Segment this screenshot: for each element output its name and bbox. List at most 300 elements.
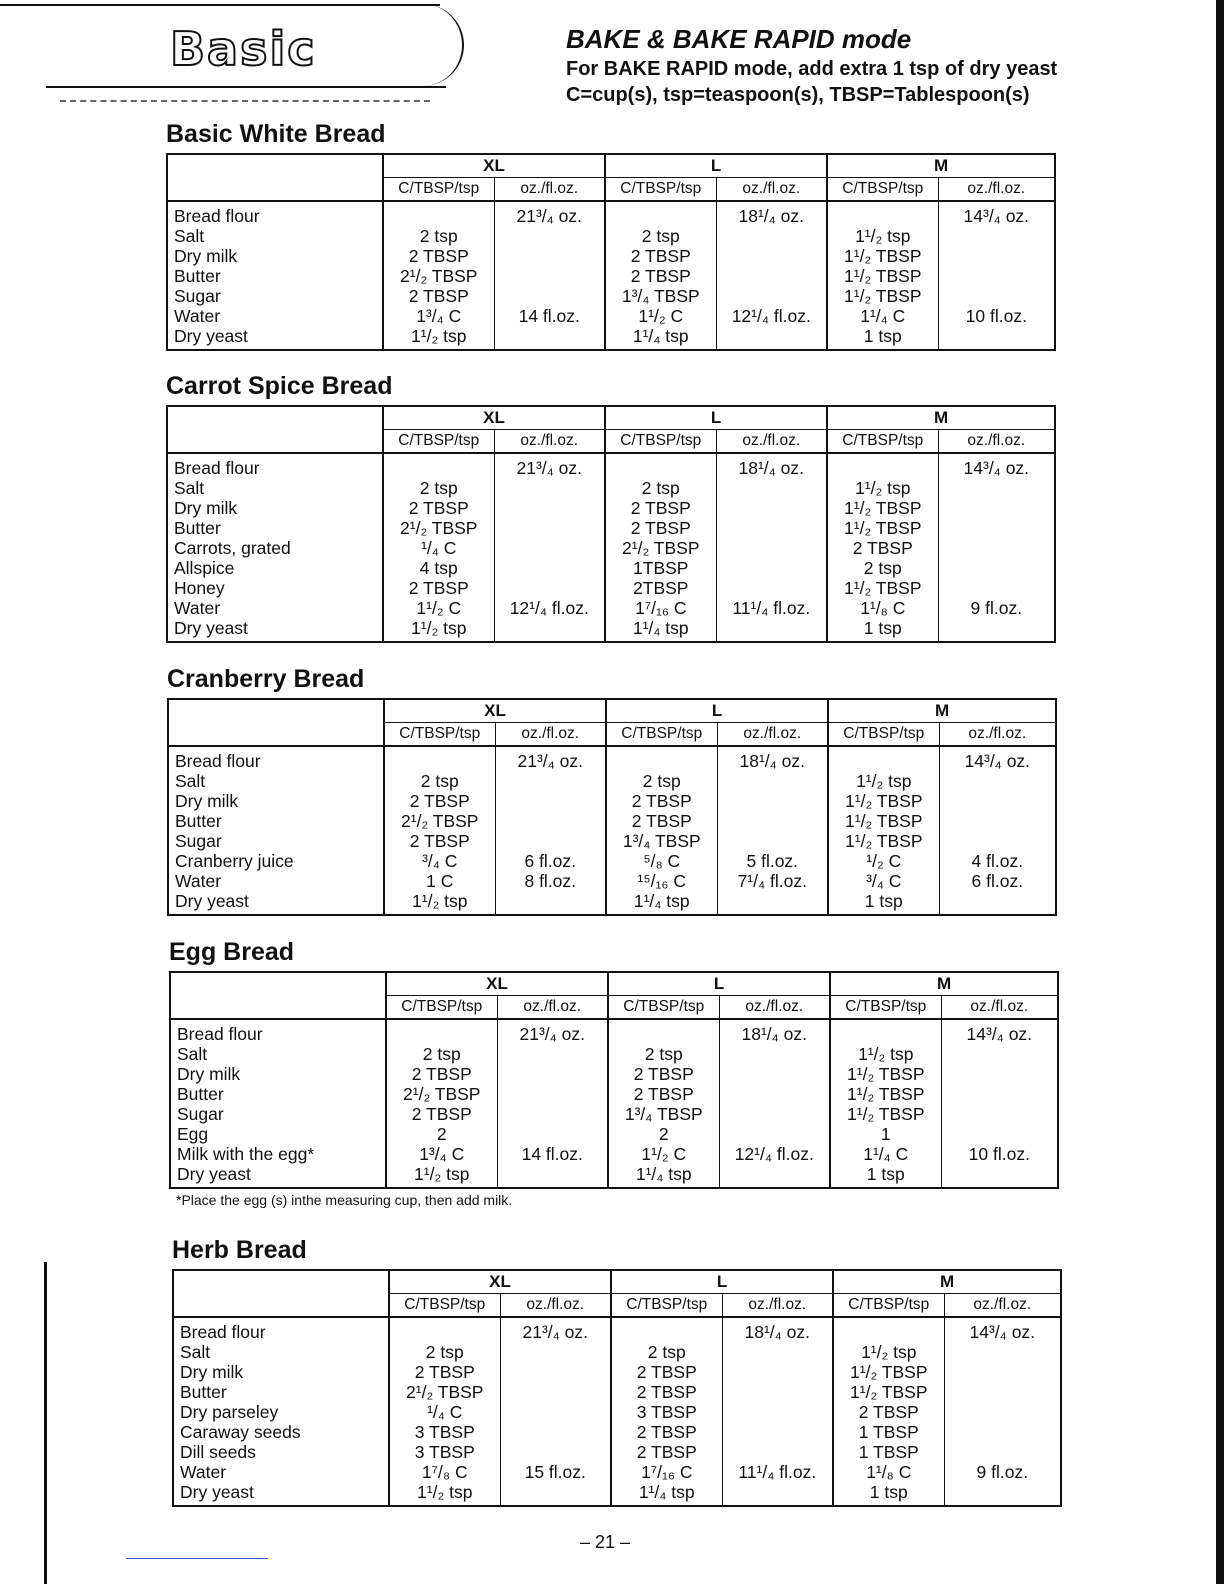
ingredient-name: Dry yeast	[173, 1482, 389, 1506]
size-header: M	[830, 972, 1058, 996]
amount-cell: 2 TBSP	[386, 1064, 497, 1084]
amount-cell: ¹/₄ C	[389, 1402, 500, 1422]
amount-cell: 1¹/₂ tsp	[383, 326, 494, 350]
amount-cell	[383, 453, 494, 478]
amount-cell: 18¹/₄ oz.	[719, 1019, 830, 1044]
amount-cell: 2 TBSP	[384, 791, 495, 811]
amount-cell: 2 TBSP	[606, 811, 717, 831]
unit-legend: C=cup(s), tsp=teaspoon(s), TBSP=Tablespoon(s)	[566, 84, 1030, 106]
amount-cell	[497, 1064, 608, 1084]
amount-cell: 1¹/₂ TBSP	[830, 1104, 941, 1124]
amount-cell: 2 tsp	[386, 1044, 497, 1064]
ingredient-table	[166, 153, 1056, 351]
amount-cell: 1¹/₄ tsp	[606, 891, 717, 915]
amount-cell	[611, 1317, 722, 1342]
amount-cell	[938, 618, 1055, 642]
amount-cell: 21³/₄ oz.	[494, 453, 605, 478]
amount-cell	[722, 1482, 833, 1506]
unit-weight-header: oz./fl.oz.	[719, 996, 830, 1020]
unit-weight-header: oz./fl.oz.	[938, 178, 1055, 202]
unit-measure-header: C/TBSP/tsp	[827, 430, 938, 454]
amount-cell	[500, 1402, 611, 1422]
amount-cell	[716, 478, 827, 498]
amount-cell: 2 TBSP	[383, 246, 494, 266]
amount-cell: 2 TBSP	[611, 1422, 722, 1442]
table-row	[167, 618, 1055, 642]
table-row	[173, 1442, 1061, 1462]
amount-cell: 11¹/₄ fl.oz.	[722, 1462, 833, 1482]
table-row	[168, 871, 1056, 891]
ingredient-column-header	[170, 972, 386, 1019]
table-row	[167, 518, 1055, 538]
amount-cell: 2¹/₂ TBSP	[383, 518, 494, 538]
amount-cell	[944, 1342, 1061, 1362]
table-row	[168, 811, 1056, 831]
amount-cell: 1 tsp	[827, 618, 938, 642]
amount-cell: 1¹/₂ TBSP	[827, 286, 938, 306]
amount-cell: 1¹/₂ tsp	[827, 226, 938, 246]
table-row	[167, 306, 1055, 326]
amount-cell: ⁵/₈ C	[606, 851, 717, 871]
unit-weight-header: oz./fl.oz.	[500, 1294, 611, 1318]
amount-cell	[500, 1442, 611, 1462]
amount-cell: 1¹/₄ C	[827, 306, 938, 326]
table-row	[167, 538, 1055, 558]
amount-cell: 1⁷/₁₆ C	[605, 598, 716, 618]
amount-cell	[941, 1104, 1058, 1124]
amount-cell: 18¹/₄ oz.	[716, 201, 827, 226]
table-row	[167, 478, 1055, 498]
amount-cell	[719, 1124, 830, 1144]
ingredient-column-header	[167, 154, 383, 201]
size-header: M	[827, 406, 1055, 430]
amount-cell	[944, 1422, 1061, 1442]
table-row	[170, 1164, 1058, 1188]
unit-weight-header: oz./fl.oz.	[941, 996, 1058, 1020]
amount-cell	[494, 266, 605, 286]
margin-rule	[44, 1262, 47, 1584]
unit-weight-header: oz./fl.oz.	[494, 430, 605, 454]
unit-measure-header: C/TBSP/tsp	[608, 996, 719, 1020]
amount-cell: 18¹/₄ oz.	[716, 453, 827, 478]
amount-cell: 2 TBSP	[611, 1362, 722, 1382]
amount-cell	[497, 1044, 608, 1064]
amount-cell: 1¹/₂ tsp	[386, 1164, 497, 1188]
amount-cell	[500, 1382, 611, 1402]
amount-cell	[716, 578, 827, 598]
amount-cell: 6 fl.oz.	[495, 851, 606, 871]
recipe-herb	[172, 1236, 1062, 1507]
amount-cell: 7¹/₄ fl.oz.	[717, 871, 828, 891]
table-row	[168, 791, 1056, 811]
amount-cell	[938, 558, 1055, 578]
size-header: L	[608, 972, 830, 996]
amount-cell: 2¹/₂ TBSP	[383, 266, 494, 286]
amount-cell	[944, 1362, 1061, 1382]
amount-cell	[495, 831, 606, 851]
amount-cell: 2 TBSP	[833, 1402, 944, 1422]
amount-cell	[495, 791, 606, 811]
amount-cell	[717, 771, 828, 791]
amount-cell: 1¹/₂ TBSP	[827, 498, 938, 518]
ingredient-column-header	[167, 406, 383, 453]
amount-cell: 1¹/₂ C	[383, 598, 494, 618]
ingredient-name: Dry yeast	[167, 618, 383, 642]
amount-cell: 6 fl.oz.	[939, 871, 1056, 891]
amount-cell	[717, 891, 828, 915]
table-row	[173, 1402, 1061, 1422]
amount-cell: 2 TBSP	[608, 1084, 719, 1104]
ingredient-name: Water	[168, 871, 384, 891]
unit-measure-header: C/TBSP/tsp	[828, 723, 939, 747]
amount-cell: ³/₄ C	[384, 851, 495, 871]
amount-cell	[941, 1044, 1058, 1064]
table-row	[173, 1422, 1061, 1442]
amount-cell	[833, 1317, 944, 1342]
ingredient-name: Dry yeast	[168, 891, 384, 915]
ingredient-name: Dry milk	[170, 1064, 386, 1084]
amount-cell: 2 tsp	[383, 478, 494, 498]
size-header: L	[606, 699, 828, 723]
amount-cell: 2	[608, 1124, 719, 1144]
amount-cell: 2 TBSP	[605, 246, 716, 266]
amount-cell	[938, 246, 1055, 266]
amount-cell: 1¹/₂ tsp	[828, 771, 939, 791]
amount-cell	[716, 226, 827, 246]
amount-cell	[719, 1044, 830, 1064]
ingredient-name: Dry milk	[167, 498, 383, 518]
table-row	[167, 326, 1055, 350]
ingredient-name: Water	[167, 306, 383, 326]
amount-cell	[944, 1402, 1061, 1422]
ingredient-name: Salt	[167, 478, 383, 498]
ingredient-name: Dry yeast	[167, 326, 383, 350]
amount-cell	[495, 811, 606, 831]
table-row	[167, 453, 1055, 478]
recipe-carrot-spice	[166, 372, 1056, 643]
unit-measure-header: C/TBSP/tsp	[611, 1294, 722, 1318]
amount-cell: 14³/₄ oz.	[939, 746, 1056, 771]
amount-cell: 2 TBSP	[827, 538, 938, 558]
amount-cell: 2 TBSP	[605, 498, 716, 518]
table-row	[173, 1342, 1061, 1362]
table-row	[170, 1064, 1058, 1084]
ingredient-name: Dill seeds	[173, 1442, 389, 1462]
amount-cell	[608, 1019, 719, 1044]
amount-cell: 2 TBSP	[389, 1362, 500, 1382]
amount-cell	[717, 791, 828, 811]
amount-cell: 1¹/₂ TBSP	[828, 811, 939, 831]
size-header: XL	[386, 972, 608, 996]
amount-cell: 1¹/₂ tsp	[389, 1482, 500, 1506]
amount-cell: 2 TBSP	[383, 578, 494, 598]
amount-cell: 2	[386, 1124, 497, 1144]
unit-measure-header: C/TBSP/tsp	[389, 1294, 500, 1318]
ingredient-name: Egg	[170, 1124, 386, 1144]
mode-title: BAKE & BAKE RAPID mode	[566, 24, 912, 54]
amount-cell	[938, 498, 1055, 518]
amount-cell: 5 fl.oz.	[717, 851, 828, 871]
amount-cell: 2 TBSP	[611, 1382, 722, 1402]
unit-measure-header: C/TBSP/tsp	[383, 430, 494, 454]
amount-cell: 2 tsp	[605, 226, 716, 246]
amount-cell: 15 fl.oz.	[500, 1462, 611, 1482]
amount-cell: 1¹/₈ C	[827, 598, 938, 618]
amount-cell: 1¹/₂ TBSP	[827, 578, 938, 598]
amount-cell	[716, 518, 827, 538]
amount-cell	[722, 1442, 833, 1462]
amount-cell: 1 tsp	[828, 891, 939, 915]
amount-cell	[941, 1084, 1058, 1104]
amount-cell: 2 tsp	[384, 771, 495, 791]
amount-cell: 2 tsp	[606, 771, 717, 791]
amount-cell	[606, 746, 717, 771]
size-header: M	[827, 154, 1055, 178]
amount-cell	[716, 266, 827, 286]
ingredient-name: Sugar	[167, 286, 383, 306]
amount-cell: 9 fl.oz.	[938, 598, 1055, 618]
amount-cell	[827, 453, 938, 478]
table-row	[167, 201, 1055, 226]
amount-cell	[941, 1064, 1058, 1084]
table-row	[167, 598, 1055, 618]
ingredient-name: Salt	[173, 1342, 389, 1362]
amount-cell: 1¹/₂ TBSP	[827, 518, 938, 538]
ingredient-name: Bread flour	[173, 1317, 389, 1342]
amount-cell: 1¹/₂ TBSP	[827, 266, 938, 286]
table-row	[167, 558, 1055, 578]
amount-cell	[500, 1362, 611, 1382]
amount-cell: 14³/₄ oz.	[944, 1317, 1061, 1342]
ingredient-table	[166, 405, 1056, 643]
ingredient-name: Dry parseley	[173, 1402, 389, 1422]
amount-cell: 2 TBSP	[386, 1104, 497, 1124]
amount-cell: 1¹/₂ tsp	[827, 478, 938, 498]
unit-measure-header: C/TBSP/tsp	[606, 723, 717, 747]
amount-cell: 1 TBSP	[833, 1442, 944, 1462]
amount-cell	[938, 518, 1055, 538]
header-dashed-rule	[60, 100, 430, 102]
amount-cell: 1	[830, 1124, 941, 1144]
amount-cell	[939, 811, 1056, 831]
unit-measure-header: C/TBSP/tsp	[830, 996, 941, 1020]
amount-cell	[719, 1164, 830, 1188]
amount-cell: 2¹/₂ TBSP	[605, 538, 716, 558]
amount-cell: 1¹/₄ tsp	[605, 618, 716, 642]
table-row	[168, 746, 1056, 771]
ingredient-name: Butter	[173, 1382, 389, 1402]
table-row	[168, 851, 1056, 871]
amount-cell: 2 tsp	[605, 478, 716, 498]
amount-cell	[605, 453, 716, 478]
amount-cell: 1 TBSP	[833, 1422, 944, 1442]
amount-cell: 1¹/₂ TBSP	[830, 1084, 941, 1104]
amount-cell: 1¹/₂ TBSP	[833, 1382, 944, 1402]
amount-cell	[716, 246, 827, 266]
amount-cell: ¹/₄ C	[383, 538, 494, 558]
amount-cell	[494, 226, 605, 246]
recipe-title: Carrot Spice Bread	[166, 372, 393, 400]
table-row	[170, 1084, 1058, 1104]
amount-cell	[495, 771, 606, 791]
ingredient-table	[167, 698, 1057, 916]
amount-cell: 1³/₄ C	[383, 306, 494, 326]
table-row	[173, 1382, 1061, 1402]
table-row	[170, 1104, 1058, 1124]
amount-cell	[716, 618, 827, 642]
amount-cell	[828, 746, 939, 771]
recipe-cranberry	[167, 665, 1057, 916]
recipe-egg	[169, 938, 1059, 1189]
table-row	[167, 266, 1055, 286]
amount-cell: 2 TBSP	[611, 1442, 722, 1462]
recipe-title: Basic White Bread	[166, 120, 386, 148]
table-row	[170, 1019, 1058, 1044]
ingredient-name: Caraway seeds	[173, 1422, 389, 1442]
amount-cell: 1¹/₂ TBSP	[827, 246, 938, 266]
recipe-title: Herb Bread	[172, 1236, 307, 1264]
amount-cell	[384, 746, 495, 771]
size-header: XL	[383, 154, 605, 178]
amount-cell: 2 tsp	[611, 1342, 722, 1362]
amount-cell: 2 TBSP	[605, 266, 716, 286]
unit-weight-header: oz./fl.oz.	[722, 1294, 833, 1318]
unit-weight-header: oz./fl.oz.	[497, 996, 608, 1020]
amount-cell	[716, 538, 827, 558]
ingredient-name: Honey	[167, 578, 383, 598]
amount-cell: 1¹/₂ tsp	[833, 1342, 944, 1362]
ingredient-name: Butter	[167, 518, 383, 538]
ingredient-name: Water	[173, 1462, 389, 1482]
ingredient-name: Bread flour	[167, 201, 383, 226]
amount-cell	[938, 478, 1055, 498]
amount-cell	[494, 498, 605, 518]
amount-cell: 1¹/₂ tsp	[384, 891, 495, 915]
unit-measure-header: C/TBSP/tsp	[827, 178, 938, 202]
ingredient-name: Carrots, grated	[167, 538, 383, 558]
amount-cell: 9 fl.oz.	[944, 1462, 1061, 1482]
amount-cell: 2 tsp	[608, 1044, 719, 1064]
amount-cell	[494, 578, 605, 598]
amount-cell	[716, 498, 827, 518]
page-edge-rule	[1216, 0, 1224, 1584]
amount-cell	[389, 1317, 500, 1342]
table-row	[173, 1317, 1061, 1342]
amount-cell	[494, 478, 605, 498]
recipe-title: Egg Bread	[169, 938, 295, 966]
amount-cell: 1⁷/₁₆ C	[611, 1462, 722, 1482]
table-row	[167, 226, 1055, 246]
amount-cell: 12¹/₄ fl.oz.	[716, 306, 827, 326]
amount-cell	[605, 201, 716, 226]
amount-cell	[497, 1104, 608, 1124]
amount-cell: 2 TBSP	[608, 1064, 719, 1084]
amount-cell	[497, 1124, 608, 1144]
amount-cell: 1¹/₂ C	[608, 1144, 719, 1164]
amount-cell: 10 fl.oz.	[938, 306, 1055, 326]
amount-cell: 14³/₄ oz.	[938, 201, 1055, 226]
amount-cell: 1¹/₂ TBSP	[830, 1064, 941, 1084]
ingredient-name: Milk with the egg*	[170, 1144, 386, 1164]
unit-measure-header: C/TBSP/tsp	[605, 178, 716, 202]
unit-weight-header: oz./fl.oz.	[716, 430, 827, 454]
amount-cell: ¹⁵/₁₆ C	[606, 871, 717, 891]
amount-cell: 1⁷/₈ C	[389, 1462, 500, 1482]
amount-cell	[944, 1382, 1061, 1402]
amount-cell	[494, 326, 605, 350]
amount-cell: 14 fl.oz.	[497, 1144, 608, 1164]
amount-cell: 1³/₄ TBSP	[608, 1104, 719, 1124]
amount-cell	[938, 578, 1055, 598]
ingredient-name: Butter	[170, 1084, 386, 1104]
amount-cell: 1¹/₂ TBSP	[828, 831, 939, 851]
amount-cell: ³/₄ C	[828, 871, 939, 891]
amount-cell: 2 TBSP	[606, 791, 717, 811]
unit-measure-header: C/TBSP/tsp	[833, 1294, 944, 1318]
ingredient-name: Sugar	[168, 831, 384, 851]
amount-cell: 21³/₄ oz.	[500, 1317, 611, 1342]
amount-cell	[495, 891, 606, 915]
table-row	[167, 246, 1055, 266]
unit-measure-header: C/TBSP/tsp	[383, 178, 494, 202]
amount-cell	[722, 1342, 833, 1362]
ingredient-column-header	[168, 699, 384, 746]
page-number: – 21 –	[580, 1532, 631, 1552]
ingredient-column-header	[173, 1270, 389, 1317]
unit-weight-header: oz./fl.oz.	[495, 723, 606, 747]
amount-cell	[494, 246, 605, 266]
amount-cell	[716, 286, 827, 306]
amount-cell	[827, 201, 938, 226]
amount-cell: 1TBSP	[605, 558, 716, 578]
amount-cell: 1³/₄ TBSP	[605, 286, 716, 306]
amount-cell: 3 TBSP	[389, 1422, 500, 1442]
ingredient-name: Butter	[167, 266, 383, 286]
amount-cell	[938, 266, 1055, 286]
amount-cell	[719, 1084, 830, 1104]
unit-weight-header: oz./fl.oz.	[716, 178, 827, 202]
table-row	[168, 891, 1056, 915]
amount-cell: 21³/₄ oz.	[495, 746, 606, 771]
amount-cell: 14³/₄ oz.	[938, 453, 1055, 478]
amount-cell	[939, 891, 1056, 915]
ingredient-name: Salt	[167, 226, 383, 246]
amount-cell	[383, 201, 494, 226]
size-header: XL	[384, 699, 606, 723]
amount-cell	[722, 1402, 833, 1422]
amount-cell: 2 tsp	[827, 558, 938, 578]
amount-cell: 1¹/₄ tsp	[611, 1482, 722, 1506]
amount-cell: 4 tsp	[383, 558, 494, 578]
ingredient-name: Bread flour	[167, 453, 383, 478]
amount-cell	[941, 1164, 1058, 1188]
amount-cell: 18¹/₄ oz.	[717, 746, 828, 771]
amount-cell	[944, 1442, 1061, 1462]
amount-cell	[938, 226, 1055, 246]
size-header: L	[611, 1270, 833, 1294]
rapid-mode-note: For BAKE RAPID mode, add extra 1 tsp of dry yeast	[566, 58, 1058, 80]
amount-cell: 3 TBSP	[389, 1442, 500, 1462]
amount-cell	[716, 558, 827, 578]
amount-cell	[497, 1164, 608, 1188]
unit-measure-header: C/TBSP/tsp	[386, 996, 497, 1020]
ingredient-name: Salt	[170, 1044, 386, 1064]
amount-cell	[939, 831, 1056, 851]
unit-measure-header: C/TBSP/tsp	[384, 723, 495, 747]
ingredient-name: Salt	[168, 771, 384, 791]
amount-cell: 2TBSP	[605, 578, 716, 598]
size-header: L	[605, 406, 827, 430]
